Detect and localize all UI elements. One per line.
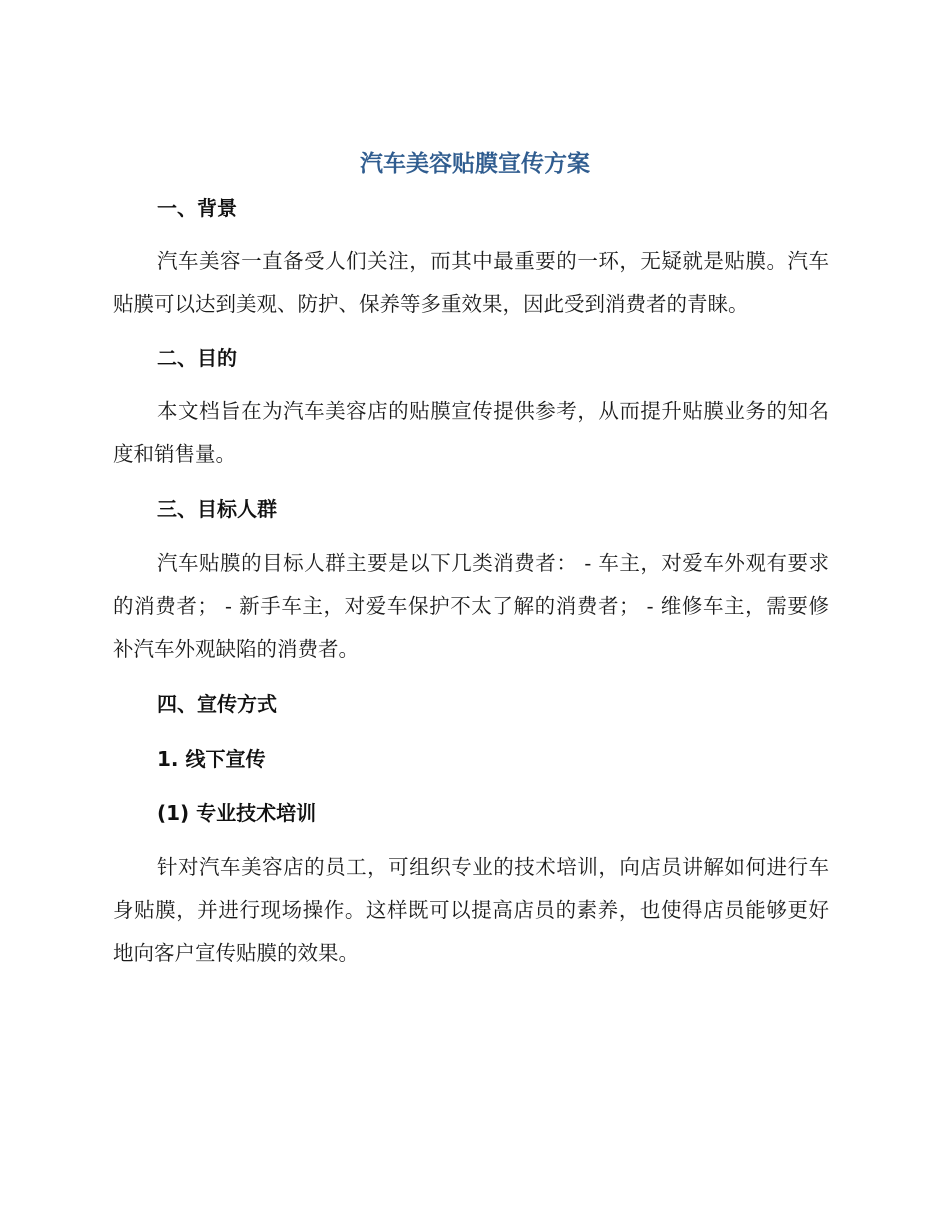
section-heading-background: 一、背景 (157, 196, 237, 220)
paragraph-technical-training: 针对汽车美容店的员工，可组织专业的技术培训，向店员讲解如何进行车身贴膜，并进行现场操作。这样既可以提高店员的素养，也使得店员能够更好地向客户宣传贴膜的效果。 (113, 855, 829, 965)
paragraph-target-audience: 汽车贴膜的目标人群主要是以下几类消费者： - 车主，对爱车外观有要求的消费者； - 新手车主，对爱车保护不太了解的消费者； - 维修车主，需要修补汽车外观缺陷的消费者。 (113, 551, 829, 661)
subheading-offline-promotion: 1. 线下宣传 (157, 747, 266, 771)
section-heading-promotion-methods: 四、宣传方式 (157, 692, 277, 716)
paragraph-background: 汽车美容一直备受人们关注，而其中最重要的一环，无疑就是贴膜。汽车贴膜可以达到美观、防护、保养等多重效果，因此受到消费者的青睐。 (113, 249, 829, 316)
subheading-technical-training: (1) 专业技术培训 (157, 801, 317, 825)
section-heading-purpose: 二、目的 (157, 346, 237, 370)
document-title: 汽车美容贴膜宣传方案 (360, 151, 590, 177)
section-heading-target-audience: 三、目标人群 (157, 497, 277, 521)
paragraph-purpose: 本文档旨在为汽车美容店的贴膜宣传提供参考，从而提升贴膜业务的知名度和销售量。 (113, 399, 829, 466)
